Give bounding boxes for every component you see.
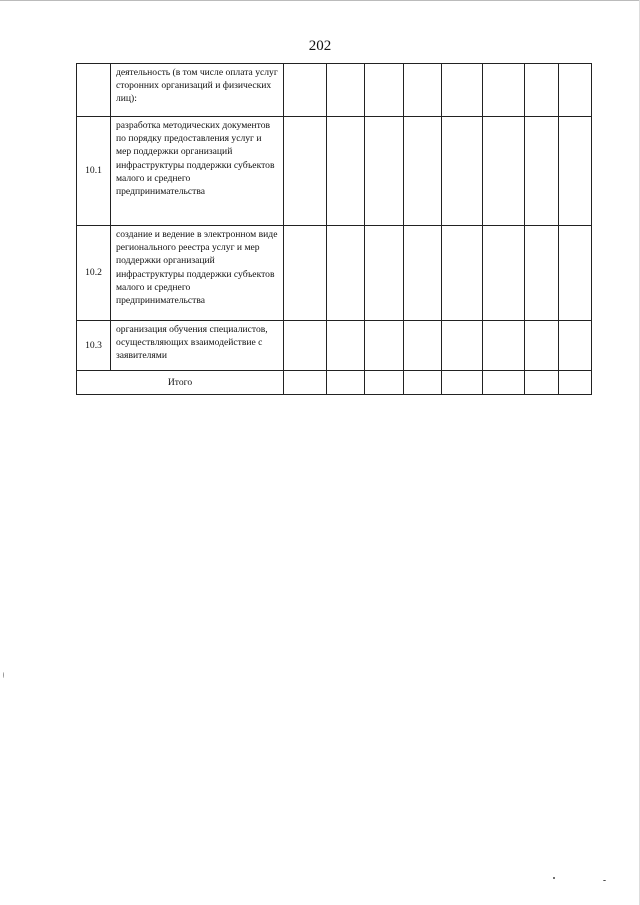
row-number: 10.2 <box>77 226 111 321</box>
empty-cell <box>284 117 327 226</box>
empty-cell <box>327 321 365 371</box>
empty-cell <box>442 117 483 226</box>
empty-cell <box>327 117 365 226</box>
empty-cell <box>525 117 559 226</box>
empty-cell <box>327 226 365 321</box>
empty-cell <box>365 226 404 321</box>
empty-cell <box>284 64 327 117</box>
empty-cell <box>559 226 592 321</box>
empty-cell <box>404 117 442 226</box>
table-row <box>77 117 592 226</box>
empty-cell <box>327 64 365 117</box>
row-description: организация обучения специалистов, осуществляющих взаимодействие с заявителями <box>111 321 284 371</box>
page-number: 202 <box>308 38 332 54</box>
row-description: создание и ведение в электронном виде регионального реестра услуг и мер поддержки организаций инфраструктуры поддержки субъектов малого и среднего предпринимательства <box>111 226 284 321</box>
empty-cell <box>284 321 327 371</box>
empty-cell <box>365 321 404 371</box>
table-row <box>77 321 592 371</box>
row-description: деятельность (в том числе оплата услуг сторонних организаций и физических лиц): <box>111 64 284 117</box>
budget-table <box>76 63 592 395</box>
scan-speck <box>603 880 606 881</box>
empty-cell <box>284 371 327 395</box>
empty-cell <box>327 371 365 395</box>
table-row <box>77 226 592 321</box>
empty-cell <box>483 371 525 395</box>
table-row <box>77 64 592 117</box>
empty-cell <box>404 371 442 395</box>
empty-cell <box>483 226 525 321</box>
scan-speck <box>3 672 4 678</box>
empty-cell <box>559 64 592 117</box>
row-number: 10.1 <box>77 117 111 226</box>
scan-speck <box>553 877 555 879</box>
row-number <box>77 64 111 117</box>
total-label: Итого <box>77 371 284 395</box>
empty-cell <box>365 117 404 226</box>
empty-cell <box>483 117 525 226</box>
row-description: разработка методических документов по порядку предоставления услуг и мер поддержки организаций инфраструктуры поддержки субъектов малого и среднего предпринимательства <box>111 117 284 226</box>
empty-cell <box>442 226 483 321</box>
empty-cell <box>559 321 592 371</box>
empty-cell <box>559 117 592 226</box>
empty-cell <box>559 371 592 395</box>
empty-cell <box>483 64 525 117</box>
empty-cell <box>404 226 442 321</box>
empty-cell <box>442 321 483 371</box>
empty-cell <box>284 226 327 321</box>
scan-edge-top <box>0 0 640 1</box>
empty-cell <box>365 371 404 395</box>
row-number: 10.3 <box>77 321 111 371</box>
empty-cell <box>525 226 559 321</box>
empty-cell <box>442 371 483 395</box>
empty-cell <box>404 64 442 117</box>
empty-cell <box>483 321 525 371</box>
empty-cell <box>442 64 483 117</box>
empty-cell <box>404 321 442 371</box>
empty-cell <box>525 321 559 371</box>
empty-cell <box>365 64 404 117</box>
total-row <box>77 371 592 395</box>
empty-cell <box>525 371 559 395</box>
empty-cell <box>525 64 559 117</box>
